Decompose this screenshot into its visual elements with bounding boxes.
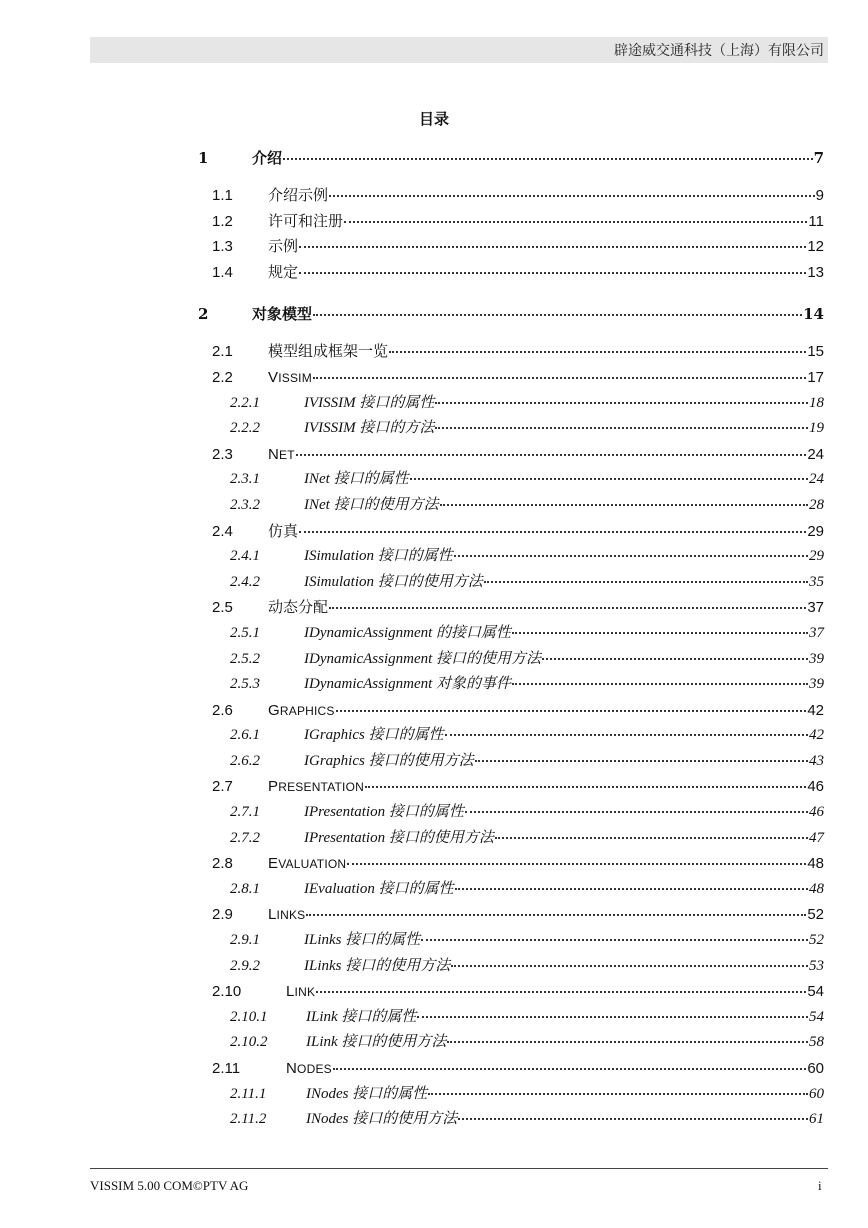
toc-entry-title: EVALUATION [268, 851, 346, 878]
toc-entry-number: 2.10 [212, 979, 286, 1005]
toc-entry-2-11-1[interactable] [230, 1082, 824, 1108]
toc-entry-page: 60 [809, 1082, 824, 1108]
toc-entry-page: 43 [809, 749, 824, 775]
toc-entry-page: 52 [807, 902, 824, 928]
toc-entry-page: 13 [807, 260, 824, 286]
toc-entry-title: INodes 接口的属性 [306, 1082, 427, 1108]
toc-entry-2-7-1[interactable] [230, 800, 824, 826]
toc-entry-1-1[interactable] [212, 183, 824, 209]
toc-entry-title: IPresentation 接口的属性 [304, 800, 464, 826]
dot-leader [316, 979, 806, 993]
dot-leader [512, 620, 808, 634]
toc-entry-number: 2.11.2 [230, 1107, 306, 1133]
toc-entry-page: 39 [809, 647, 824, 673]
toc-entry-title: ISimulation 接口的使用方法 [304, 570, 483, 596]
dot-leader [299, 234, 806, 248]
toc-entry-2-4-1[interactable] [230, 544, 824, 570]
toc-entry-title: IPresentation 接口的使用方法 [304, 826, 494, 852]
dot-leader [313, 302, 802, 316]
toc-entry-page: 29 [807, 519, 824, 545]
toc-entry-2-8-1[interactable] [230, 877, 824, 903]
toc-entry-number: 2.9.2 [230, 954, 304, 980]
toc-entry-number: 1.3 [212, 234, 268, 260]
toc-entry-1-3[interactable] [212, 234, 824, 260]
toc-entry-title: ILinks 接口的属性 [304, 928, 420, 954]
toc-entry-2-9-2[interactable] [230, 954, 824, 980]
toc-entry-title: IDynamicAssignment 对象的事件 [304, 672, 511, 698]
dot-leader [475, 748, 808, 762]
toc-entry-2-7-2[interactable] [230, 826, 824, 852]
toc-entry-2-3-1[interactable] [230, 467, 824, 493]
toc-entry-page: 52 [809, 928, 824, 954]
toc-entry-number: 2.3.1 [230, 467, 304, 493]
toc-entry-2-10-2[interactable] [230, 1030, 824, 1056]
toc-entry-page: 17 [807, 365, 824, 391]
toc-entry-number: 2.5.1 [230, 621, 304, 647]
toc-entry-number: 2.7 [212, 774, 268, 800]
toc-entry-page: 48 [807, 851, 824, 877]
toc-entry-number: 2.2.2 [230, 416, 304, 442]
dot-leader [458, 1106, 808, 1120]
dot-leader [344, 209, 807, 223]
toc-entry-number: 2.6.1 [230, 723, 304, 749]
toc-entry-2-11-2[interactable] [230, 1107, 824, 1133]
toc-entry-title: 许可和注册 [268, 209, 343, 235]
toc-entry-2-4[interactable] [212, 519, 824, 545]
toc-entry-title: GRAPHICS [268, 698, 335, 725]
dot-leader [512, 671, 808, 685]
toc-entry-page: 48 [809, 877, 824, 903]
toc-entry-title: IGraphics 接口的属性 [304, 723, 444, 749]
toc-entry-title: IEvaluation 接口的属性 [304, 877, 454, 903]
toc-entry-number: 2.3 [212, 442, 268, 468]
toc-entry-page: 39 [809, 672, 824, 698]
dot-leader [454, 543, 808, 557]
dot-leader [417, 1004, 808, 1018]
footer-divider [90, 1168, 828, 1169]
toc-entry-number: 1.2 [212, 209, 268, 235]
toc-entry-title: IDynamicAssignment 接口的使用方法 [304, 647, 541, 673]
toc-entry-title: 介绍示例 [268, 183, 328, 209]
toc-entry-2-11[interactable] [212, 1056, 824, 1082]
dot-leader [365, 774, 806, 788]
toc-entry-page: 47 [809, 826, 824, 852]
toc-entry-1-2[interactable] [212, 209, 824, 235]
toc-entry-2[interactable] [198, 299, 824, 329]
dot-leader [440, 492, 808, 506]
toc-entry-page: 7 [814, 143, 824, 173]
toc-entry-2-6-1[interactable] [230, 723, 824, 749]
company-name: 辟途威交通科技（上海）有限公司 [614, 43, 824, 59]
page-header [90, 37, 828, 63]
toc-entry-title: 对象模型 [252, 299, 312, 329]
toc-entry-number: 2.8 [212, 851, 268, 877]
toc-entry-2-9[interactable] [212, 902, 824, 928]
toc-entry-title: 仿真 [268, 519, 298, 545]
toc-entry-title: ILink 接口的使用方法 [306, 1030, 446, 1056]
toc-entry-title: 动态分配 [268, 595, 328, 621]
table-of-contents [198, 143, 824, 1133]
toc-entry-page: 24 [809, 467, 824, 493]
toc-entry-title: 介绍 [252, 143, 282, 173]
toc-entry-2-2-2[interactable] [230, 416, 824, 442]
toc-entry-number: 2.7.2 [230, 826, 304, 852]
toc-entry-2-10-1[interactable] [230, 1005, 824, 1031]
dot-leader [445, 722, 808, 736]
dot-leader [306, 902, 806, 916]
dot-leader [435, 390, 808, 404]
toc-entry-page: 42 [809, 723, 824, 749]
toc-entry-number: 2.8.1 [230, 877, 304, 903]
dot-leader [435, 415, 808, 429]
dot-leader [333, 1056, 806, 1070]
toc-entry-number: 2.2.1 [230, 391, 304, 417]
toc-entry-number: 2.5.2 [230, 647, 304, 673]
toc-entry-number: 2.11 [212, 1056, 286, 1082]
dot-leader [299, 260, 806, 274]
toc-entry-number: 2.4 [212, 519, 268, 545]
toc-entry-title: 模型组成框架一览 [268, 339, 388, 365]
toc-entry-title: ILink 接口的属性 [306, 1005, 416, 1031]
toc-entry-number: 1 [198, 143, 252, 173]
toc-entry-2-6[interactable] [212, 698, 824, 724]
toc-entry-number: 2.2 [212, 365, 268, 391]
toc-entry-number: 1.1 [212, 183, 268, 209]
toc-entry-2-3-2[interactable] [230, 493, 824, 519]
toc-entry-page: 35 [809, 570, 824, 596]
toc-entry-title: IVISSIM 接口的方法 [304, 416, 434, 442]
toc-entry-number: 2.5.3 [230, 672, 304, 698]
toc-entry-number: 1.4 [212, 260, 268, 286]
toc-entry-page: 11 [808, 209, 824, 235]
dot-leader [495, 825, 808, 839]
dot-leader [299, 519, 806, 533]
toc-entry-title: INet 接口的使用方法 [304, 493, 439, 519]
toc-entry-1-4[interactable] [212, 260, 824, 286]
toc-entry-number: 2.6.2 [230, 749, 304, 775]
dot-leader [451, 953, 808, 967]
toc-entry-title: 规定 [268, 260, 298, 286]
toc-entry-2-5[interactable] [212, 595, 824, 621]
toc-entry-2-9-1[interactable] [230, 928, 824, 954]
toc-entry-page: 53 [809, 954, 824, 980]
dot-leader [329, 595, 806, 609]
toc-entry-2-5-3[interactable] [230, 672, 824, 698]
toc-entry-page: 46 [809, 800, 824, 826]
toc-entry-title: LINK [286, 979, 315, 1006]
toc-entry-page: 54 [807, 979, 824, 1005]
toc-entry-title: LINKS [268, 902, 305, 929]
dot-leader [484, 569, 808, 583]
toc-entry-page: 12 [807, 234, 824, 260]
toc-entry-title: ISimulation 接口的属性 [304, 544, 453, 570]
toc-entry-number: 2.9.1 [230, 928, 304, 954]
dot-leader [455, 876, 808, 890]
toc-entry-number: 2.1 [212, 339, 268, 365]
toc-entry-number: 2.6 [212, 698, 268, 724]
dot-leader [336, 698, 807, 712]
toc-entry-title: IGraphics 接口的使用方法 [304, 749, 474, 775]
toc-entry-2-5-1[interactable] [230, 621, 824, 647]
toc-entry-page: 14 [803, 299, 824, 329]
toc-title: 目录 [418, 110, 449, 128]
dot-leader [347, 851, 806, 865]
toc-entry-number: 2.4.2 [230, 570, 304, 596]
toc-entry-page: 46 [807, 774, 824, 800]
toc-entry-number: 2.9 [212, 902, 268, 928]
toc-entry-number: 2.11.1 [230, 1082, 306, 1108]
toc-entry-page: 19 [809, 416, 824, 442]
toc-entry-number: 2.5 [212, 595, 268, 621]
toc-entry-2-4-2[interactable] [230, 570, 824, 596]
toc-entry-page: 15 [807, 339, 824, 365]
dot-leader [447, 1029, 808, 1043]
dot-leader [542, 646, 808, 660]
toc-entry-2-2[interactable] [212, 365, 824, 391]
toc-entry-number: 2.3.2 [230, 493, 304, 519]
toc-entry-page: 18 [809, 391, 824, 417]
dot-leader [421, 927, 808, 941]
dot-leader [329, 183, 815, 197]
toc-entry-2-8[interactable] [212, 851, 824, 877]
toc-entry-number: 2.10.2 [230, 1030, 306, 1056]
toc-entry-page: 37 [807, 595, 824, 621]
toc-entry-title: IDynamicAssignment 的接口属性 [304, 621, 511, 647]
dot-leader [283, 146, 813, 160]
toc-entry-number: 2.4.1 [230, 544, 304, 570]
toc-entry-title: NET [268, 442, 295, 469]
toc-entry-title: NODES [286, 1056, 332, 1083]
toc-entry-2-1[interactable] [212, 339, 824, 365]
toc-entry-title: IVISSIM 接口的属性 [304, 391, 434, 417]
dot-leader [465, 799, 808, 813]
toc-entry-title: INet 接口的属性 [304, 467, 409, 493]
toc-entry-number: 2 [198, 299, 252, 329]
dot-leader [313, 365, 806, 379]
toc-entry-title: VISSIM [268, 365, 312, 392]
toc-entry-2-6-2[interactable] [230, 749, 824, 775]
dot-leader [296, 442, 807, 456]
toc-entry-title: ILinks 接口的使用方法 [304, 954, 450, 980]
toc-entry-page: 42 [807, 698, 824, 724]
toc-entry-title: PRESENTATION [268, 774, 364, 801]
toc-entry-page: 28 [809, 493, 824, 519]
toc-entry-page: 61 [809, 1107, 824, 1133]
toc-entry-2-5-2[interactable] [230, 647, 824, 673]
toc-entry-number: 2.7.1 [230, 800, 304, 826]
toc-entry-number: 2.10.1 [230, 1005, 306, 1031]
toc-entry-page: 9 [816, 183, 824, 209]
toc-entry-page: 29 [809, 544, 824, 570]
toc-entry-2-2-1[interactable] [230, 391, 824, 417]
toc-entry-2-10[interactable] [212, 979, 824, 1005]
dot-leader [428, 1081, 808, 1095]
dot-leader [389, 339, 806, 353]
toc-entry-page: 24 [807, 442, 824, 468]
footer-product: VISSIM 5.00 COM©PTV AG [90, 1178, 249, 1193]
toc-entry-page: 54 [809, 1005, 824, 1031]
toc-entry-1[interactable] [198, 143, 824, 173]
dot-leader [410, 466, 808, 480]
toc-entry-page: 58 [809, 1030, 824, 1056]
toc-entry-2-7[interactable] [212, 774, 824, 800]
toc-entry-title: INodes 接口的使用方法 [306, 1107, 457, 1133]
toc-entry-page: 37 [809, 621, 824, 647]
toc-entry-page: 60 [807, 1056, 824, 1082]
footer-page-number: i [818, 1178, 822, 1193]
toc-entry-title: 示例 [268, 234, 298, 260]
toc-entry-2-3[interactable] [212, 442, 824, 468]
